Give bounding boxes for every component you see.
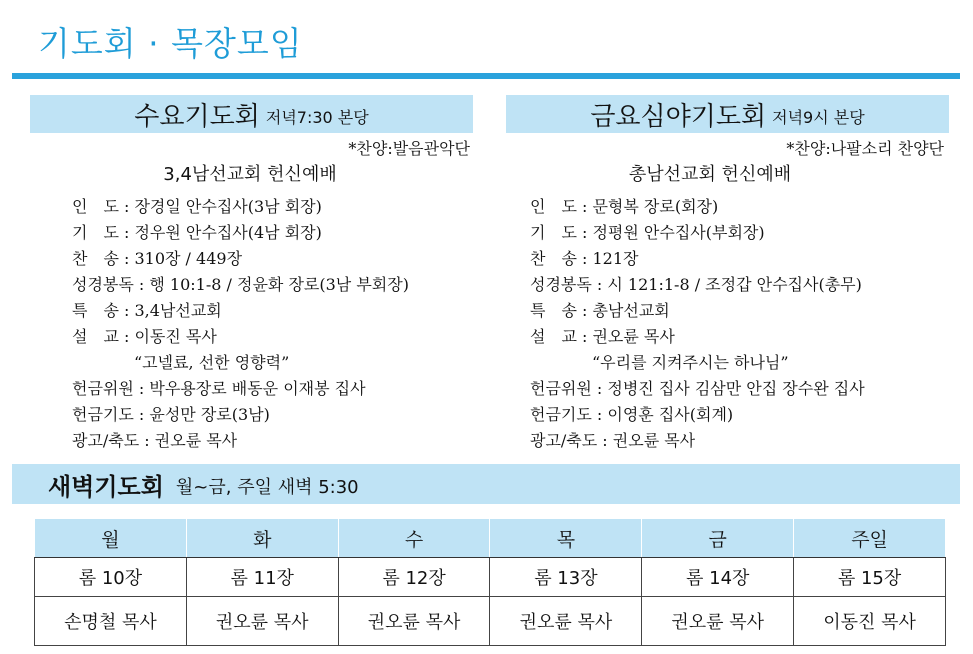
preacher-cell: 권오륜 목사 (186, 597, 338, 646)
wednesday-choir: *찬양:발음관악단 (348, 139, 470, 158)
reading-cell: 롬 15장 (794, 558, 946, 597)
order-item-special-song: 특 송 : 총남선교회 (530, 301, 670, 320)
day-header: 금 (642, 519, 794, 558)
preacher-cell: 권오륜 목사 (642, 597, 794, 646)
day-header: 화 (186, 519, 338, 558)
friday-title: 금요심야기도회 (590, 101, 767, 132)
order-item-scripture: 성경봉독 : 시 121:1-8 / 조정갑 안수집사(총무) (530, 275, 862, 294)
day-header: 월 (35, 519, 187, 558)
order-item-offering-prayer: 헌금기도 : 윤성만 장로(3남) (72, 405, 270, 424)
order-item-prayer: 기 도 : 정평원 안수집사(부회장) (530, 223, 765, 242)
friday-header (506, 95, 949, 133)
table-row-reading (35, 558, 946, 597)
friday-time: 저녁9시 본당 (772, 107, 865, 127)
order-item-sermon: 설 교 : 권오륜 목사 (530, 327, 675, 346)
sermon-title: “우리를 지켜주시는 하나님” (592, 353, 789, 372)
preacher-cell: 이동진 목사 (794, 597, 946, 646)
dawn-time: 월~금, 주일 새벽 5:30 (175, 476, 359, 498)
title-divider (12, 73, 960, 79)
reading-cell: 롬 14장 (642, 558, 794, 597)
page-title: 기도회 · 목장모임 (38, 24, 303, 63)
order-item-offering-team: 헌금위원 : 정병진 집사 김삼만 안집 장수완 집사 (530, 379, 865, 398)
table-header-row (35, 519, 946, 558)
order-item-offering-prayer: 헌금기도 : 이영훈 집사(회계) (530, 405, 734, 424)
order-item-sermon: 설 교 : 이동진 목사 (72, 327, 217, 346)
table-row-preacher (35, 597, 946, 646)
order-item-leader: 인 도 : 문형복 장로(회장) (530, 197, 719, 216)
dawn-header (12, 464, 960, 504)
preacher-cell: 손명철 목사 (35, 597, 187, 646)
day-header: 수 (338, 519, 490, 558)
order-item-announcement: 광고/축도 : 권오륜 목사 (72, 431, 238, 450)
friday-choir: *찬양:나팔소리 찬양단 (786, 139, 944, 158)
preacher-cell: 권오륜 목사 (338, 597, 490, 646)
order-item-scripture: 성경봉독 : 행 10:1-8 / 정윤화 장로(3남 부회장) (72, 275, 409, 294)
friday-order-list (530, 194, 865, 454)
day-header: 주일 (794, 519, 946, 558)
reading-cell: 롬 12장 (338, 558, 490, 597)
friday-service-title: 총남선교회 헌신예배 (628, 164, 792, 185)
wednesday-order-list (72, 194, 409, 454)
order-item-offering-team: 헌금위원 : 박우용장로 배동운 이재봉 집사 (72, 379, 366, 398)
wednesday-header (30, 95, 473, 133)
wednesday-title: 수요기도회 (134, 101, 260, 132)
sermon-title: “고넬료, 선한 영향력” (134, 353, 290, 372)
dawn-schedule-table (34, 518, 946, 646)
order-item-hymn: 찬 송 : 121장 (530, 249, 639, 268)
order-item-prayer: 기 도 : 정우원 안수집사(4남 회장) (72, 223, 322, 242)
order-item-hymn: 찬 송 : 310장 / 449장 (72, 249, 243, 268)
dawn-title: 새벽기도회 (48, 472, 164, 501)
reading-cell: 롬 13장 (490, 558, 642, 597)
wednesday-time: 저녁7:30 본당 (265, 107, 369, 127)
preacher-cell: 권오륜 목사 (490, 597, 642, 646)
wednesday-service-title: 3,4남선교회 헌신예배 (163, 164, 337, 185)
day-header: 목 (490, 519, 642, 558)
order-item-leader: 인 도 : 장경일 안수집사(3남 회장) (72, 197, 322, 216)
order-item-announcement: 광고/축도 : 권오륜 목사 (530, 431, 696, 450)
reading-cell: 롬 11장 (186, 558, 338, 597)
reading-cell: 롬 10장 (35, 558, 187, 597)
order-item-special-song: 특 송 : 3,4남선교회 (72, 301, 222, 320)
